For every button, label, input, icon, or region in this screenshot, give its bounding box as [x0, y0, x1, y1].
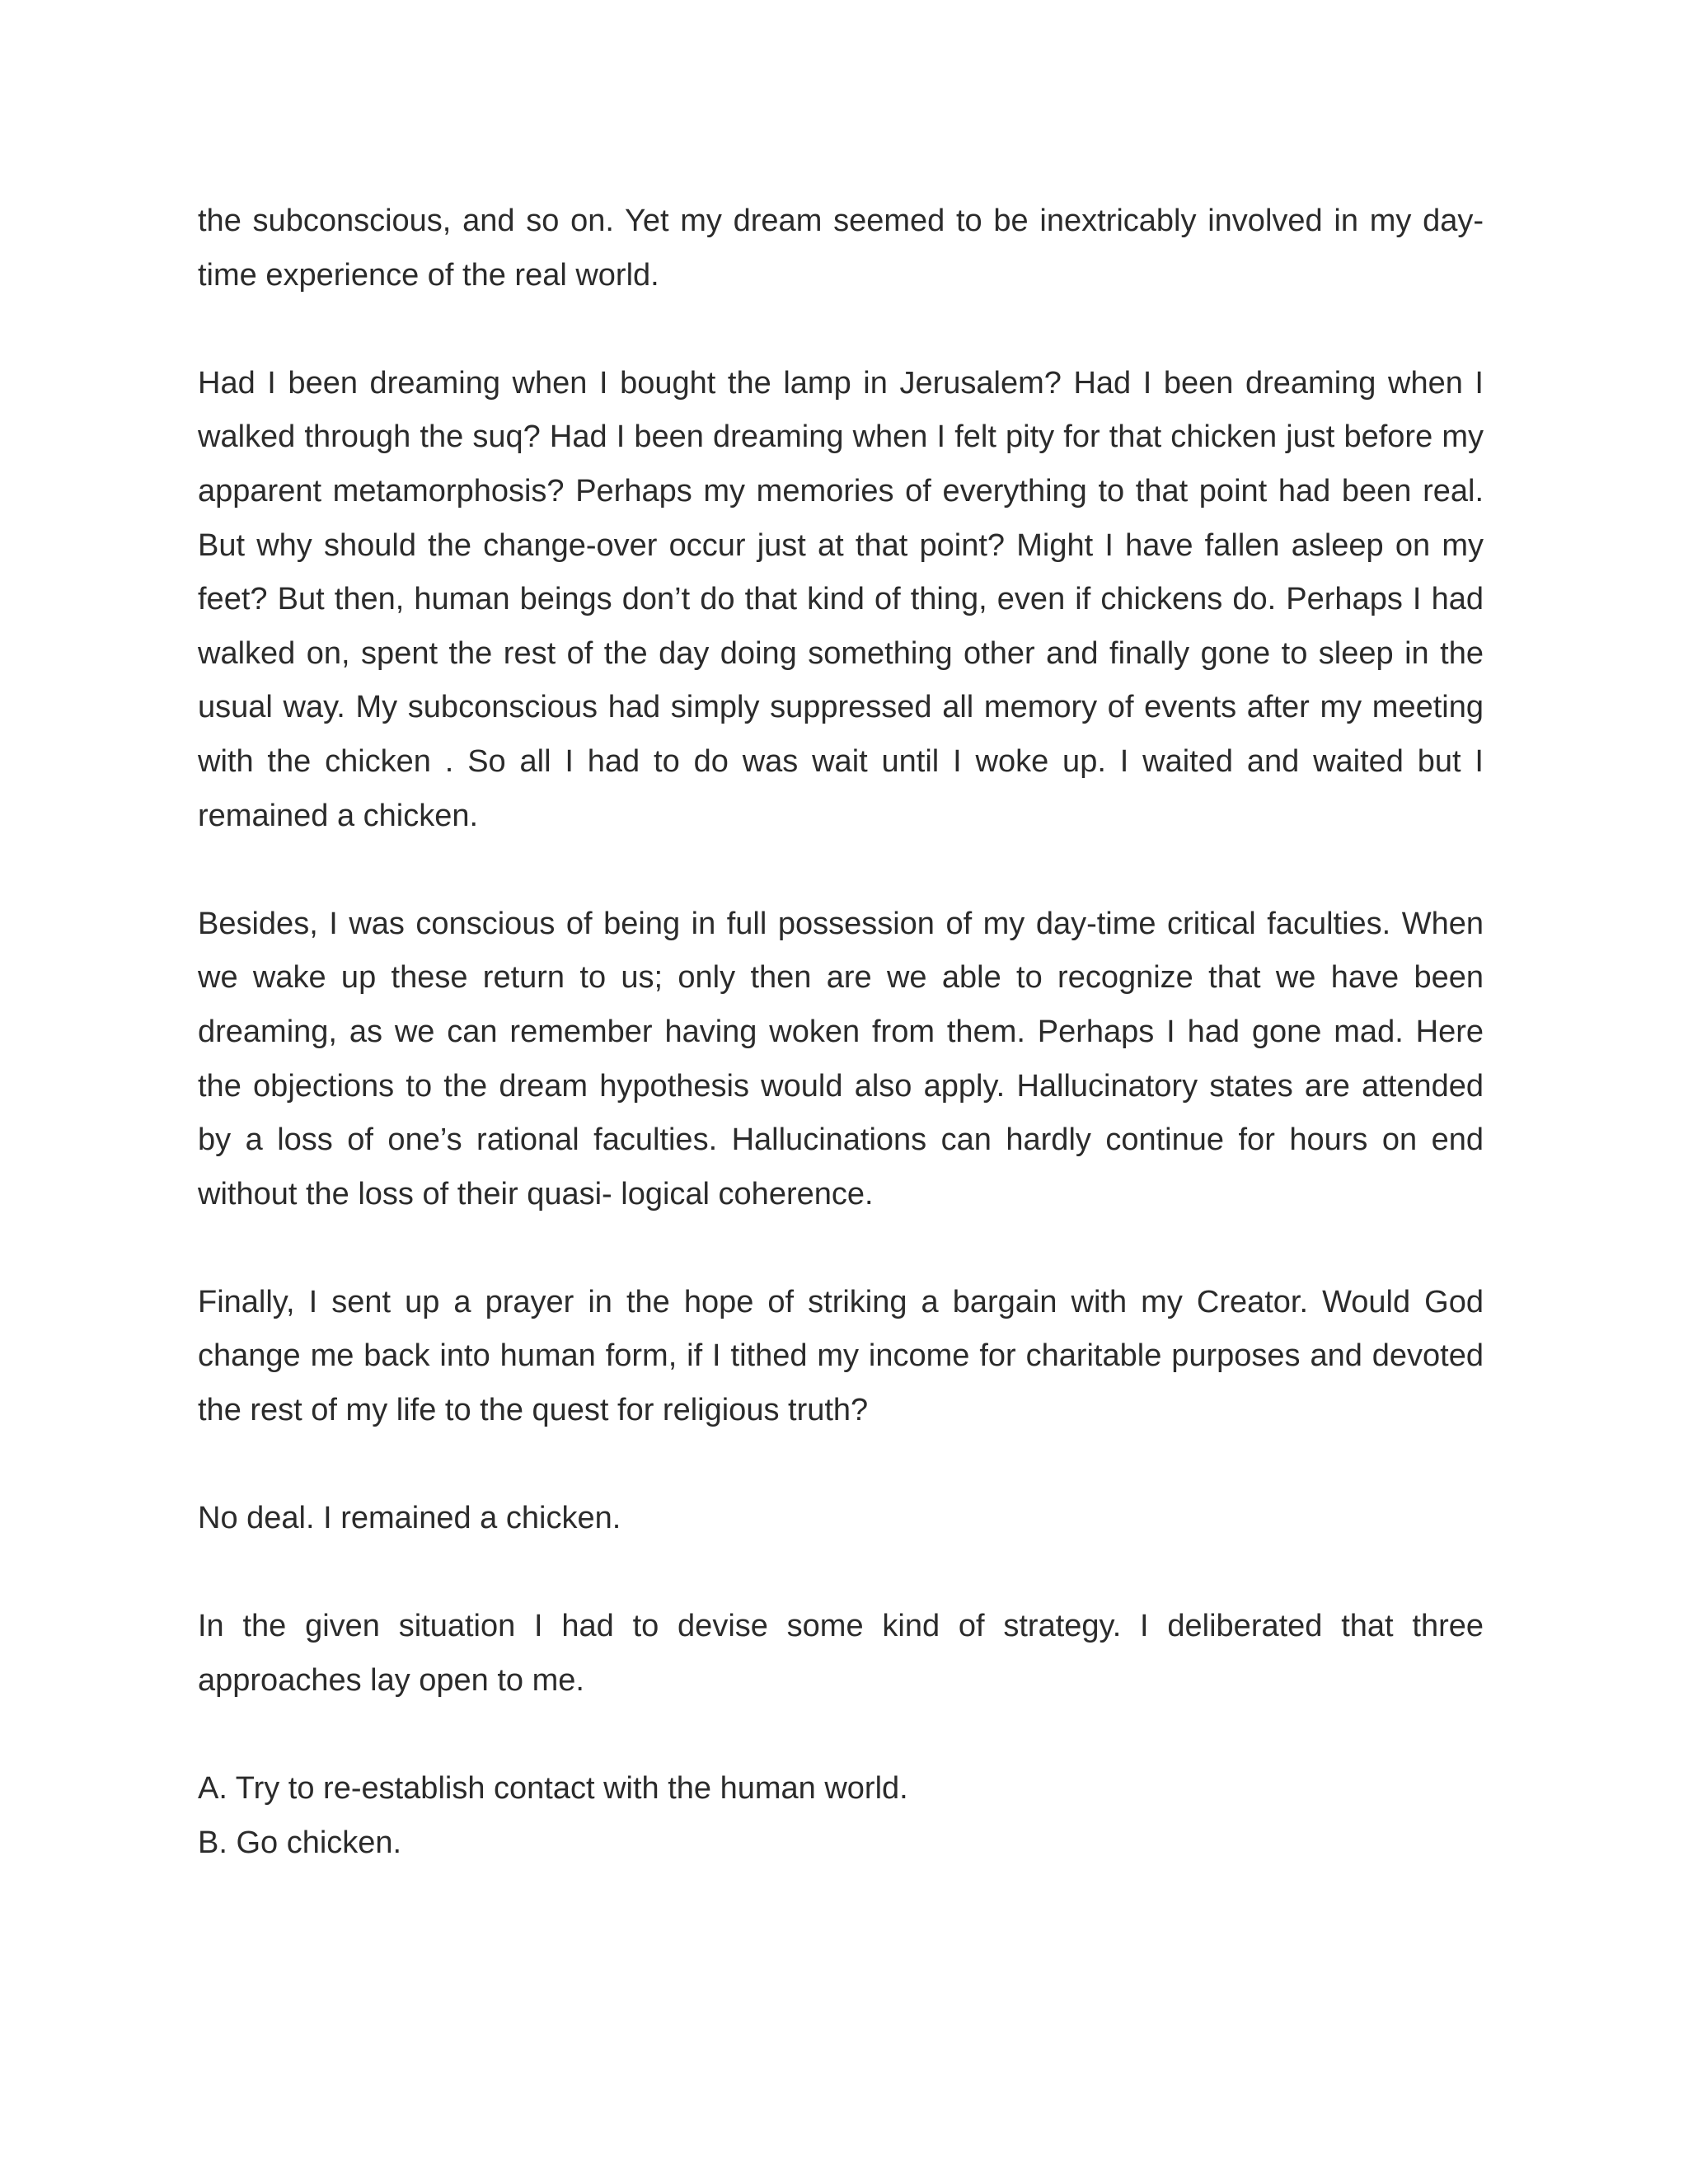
list-item-a: A. Try to re-establish contact with the human world. — [198, 1771, 908, 1807]
paragraph-6: In the given situation I had to devise some kind of strategy. I deliberated that three approaches lay open to me. — [198, 1609, 1484, 1699]
paragraph-3: Besides, I was conscious of being in full possession of my day-time critical faculties. When we wake up these return to us; only then are we able to recognize that we have been dreaming, as we can remember having woken from them. Perhaps I had gone mad. Here the objections to the dream hypothesis would also apply. Hallucinatory states are attended by a loss of one’s rational faculties. Hallucinations can hardly continue for hours on end without the loss of their quasi- logical coherence. — [198, 906, 1484, 1212]
paragraph-5: No deal. I remained a chicken. — [198, 1501, 621, 1536]
paragraph-1: the subconscious, and so on. Yet my dream seemed to be inextricably involved in my day-time experience of the real world. — [198, 204, 1484, 293]
list-item-b: B. Go chicken. — [198, 1825, 402, 1860]
approaches-list — [198, 1762, 1484, 1870]
paragraph-2: Had I been dreaming when I bought the lamp in Jerusalem? Had I been dreaming when I walked through the suq? Had I been dreaming when I felt pity for that chicken just before my apparent metamorphosis? Perhaps my memories of everything to that point had been real. But why should the change-over occur just at that point? Might I have fallen asleep on my feet? But then, human beings don’t do that kind of thing, even if chickens do. Perhaps I had walked on, spent the rest of the day doing something other and finally gone to sleep in the usual way. My subconscious had simply suppressed all memory of events after my meeting with the chicken . So all I had to do was wait until I woke up. I waited and waited but I remained a chicken. — [198, 365, 1484, 833]
paragraph-4: Finally, I sent up a prayer in the hope of striking a bargain with my Creator. Would God change me back into human form, if I tithed my income for charitable purposes and devoted the rest of my life to the quest for religious truth? — [198, 1284, 1484, 1428]
body-text — [198, 194, 1484, 1870]
